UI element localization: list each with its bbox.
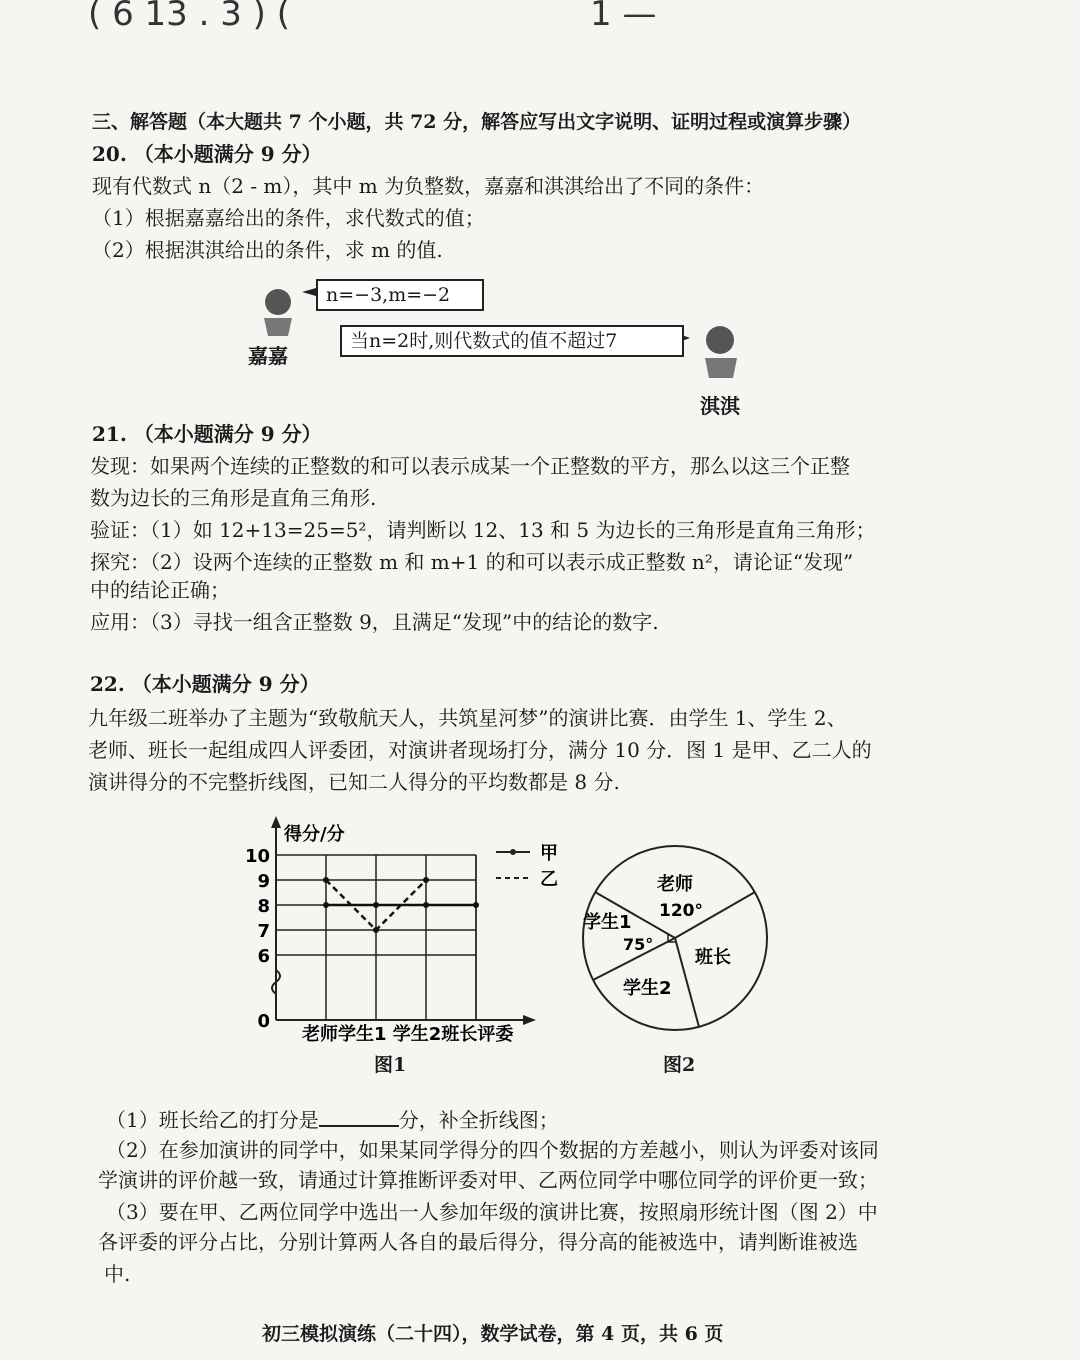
qiqi-speech-bubble: 当n=2时,则代数式的值不超过7 [340,325,684,357]
q20-part2: （2）根据淇淇给出的条件，求 m 的值. [92,238,443,262]
y-tick-label-10: 10 [244,846,270,867]
q21-line3: 验证：（1）如 12+13=25=5²，请判断以 12、13 和 5 为边长的三角形是直角三角形； [90,518,876,542]
jiajia-speech-bubble: n=−3,m=−2 [316,279,484,311]
q21-line6: 应用：（3）寻找一组含正整数 9，且满足“发现”中的结论的数字. [90,610,659,634]
series-1-point-2 [423,877,429,883]
series-0-point-2 [423,902,429,908]
pie-label-student1: 学生1 [583,912,632,933]
q21-line2: 数为边长的三角形是直角三角形. [90,486,377,510]
q22-line2: 老师、班长一起组成四人评委团，对演讲者现场打分，满分 10 分．图 1 是甲、乙二人的 [88,738,872,762]
q21-line1: 发现：如果两个连续的正整数的和可以表示成某一个正整数的平方，那么以这三个正整 [90,454,850,478]
series-1-point-0 [323,877,329,883]
series-0-point-3 [473,902,479,908]
legend-marker-jia [510,849,516,855]
y-tick-label-9: 9 [257,871,270,892]
figure1-caption: 图1 [374,1054,407,1076]
qiqi-figure [705,326,737,378]
q22-sub1 [106,1106,559,1134]
pie-label-teacher: 老师 [657,874,693,895]
pie-label-student1-angle: 75° [623,935,654,954]
q22-sub2-line2: 学演讲的评价越一致，请通过计算推断评委对甲、乙两位同学中哪位同学的评价更一致； [98,1168,878,1192]
jiajia-name: 嘉嘉 [248,344,288,368]
figure2-pie-chart [575,838,775,1038]
q22-sub3-line3: 中. [104,1262,131,1286]
y-axis-label: 得分/分 [284,824,345,845]
page-footer: 初三模拟演练（二十四），数学试卷，第 4 页，共 6 页 [262,1323,724,1345]
y-axis-arrow [271,816,281,828]
pie-label-monitor: 班长 [695,947,731,968]
qiqi-name: 淇淇 [700,394,740,418]
y-tick-label-6: 6 [257,946,270,967]
legend-label-yi: 乙 [540,869,558,890]
x-axis-arrow [523,1015,536,1025]
x-axis-category-labels: 老师学生1 学生2班长评委 [302,1024,514,1045]
y-tick-label-0: 0 [257,1011,270,1032]
q22-sub3-line1: （3）要在甲、乙两位同学中选出一人参加年级的演讲比赛，按照扇形统计图（图 2）中 [106,1200,878,1224]
q20-part1: （1）根据嘉嘉给出的条件，求代数式的值； [92,206,485,230]
y-tick-label-7: 7 [257,921,270,942]
series-0-point-0 [323,902,329,908]
y-tick-label-8: 8 [257,896,270,917]
q22-line1: 九年级二班举办了主题为“致敬航天人，共筑星河梦”的演讲比赛．由学生 1、学生 2、 [88,706,847,730]
header-scribble-right: 1 — [590,0,657,34]
q21-heading: 21. （本小题满分 9 分） [92,422,322,446]
pie-label-teacher-angle: 120° [659,901,703,921]
pie-label-student2: 学生2 [623,978,672,999]
q21-line4: 探究：（2）设两个连续的正整数 m 和 m+1 的和可以表示成正整数 n²，请论证“发现” [90,550,854,574]
q22-sub2-line1: （2）在参加演讲的同学中，如果某同学得分的四个数据的方差越小，则认为评委对该同 [106,1138,879,1162]
q20-stem: 现有代数式 n（2 - m），其中 m 为负整数，嘉嘉和淇淇给出了不同的条件： [92,174,765,198]
q22-sub1-text-b: 分，补全折线图； [398,1108,559,1132]
q22-heading: 22. （本小题满分 9 分） [90,672,320,696]
q20-heading: 20. （本小题满分 9 分） [92,142,322,166]
answer-blank[interactable] [319,1107,399,1127]
series-1-point-1 [373,927,379,933]
series-0-point-1 [373,902,379,908]
bubble-pointer-left [302,288,316,296]
figure2-caption: 图2 [663,1054,696,1076]
q21-line5: 中的结论正确； [90,578,230,602]
q22-line3: 演讲得分的不完整折线图，已知二人得分的平均数都是 8 分. [88,770,620,794]
jiajia-figure [264,289,292,336]
legend-label-jia: 甲 [540,843,558,864]
section-title: 三、解答题（本大题共 7 个小题，共 72 分，解答应写出文字说明、证明过程或演算步骤） [92,111,862,133]
header-scribble-left: ( 6 13 . 3 ) ( [88,0,290,34]
q22-sub3-line2: 各评委的评分占比，分别计算两人各自的最后得分，得分高的能被选中，请判断谁被选 [98,1230,858,1254]
q22-sub1-text-a: （1）班长给乙的打分是 [106,1108,319,1132]
figure1-line-chart [240,810,570,1050]
